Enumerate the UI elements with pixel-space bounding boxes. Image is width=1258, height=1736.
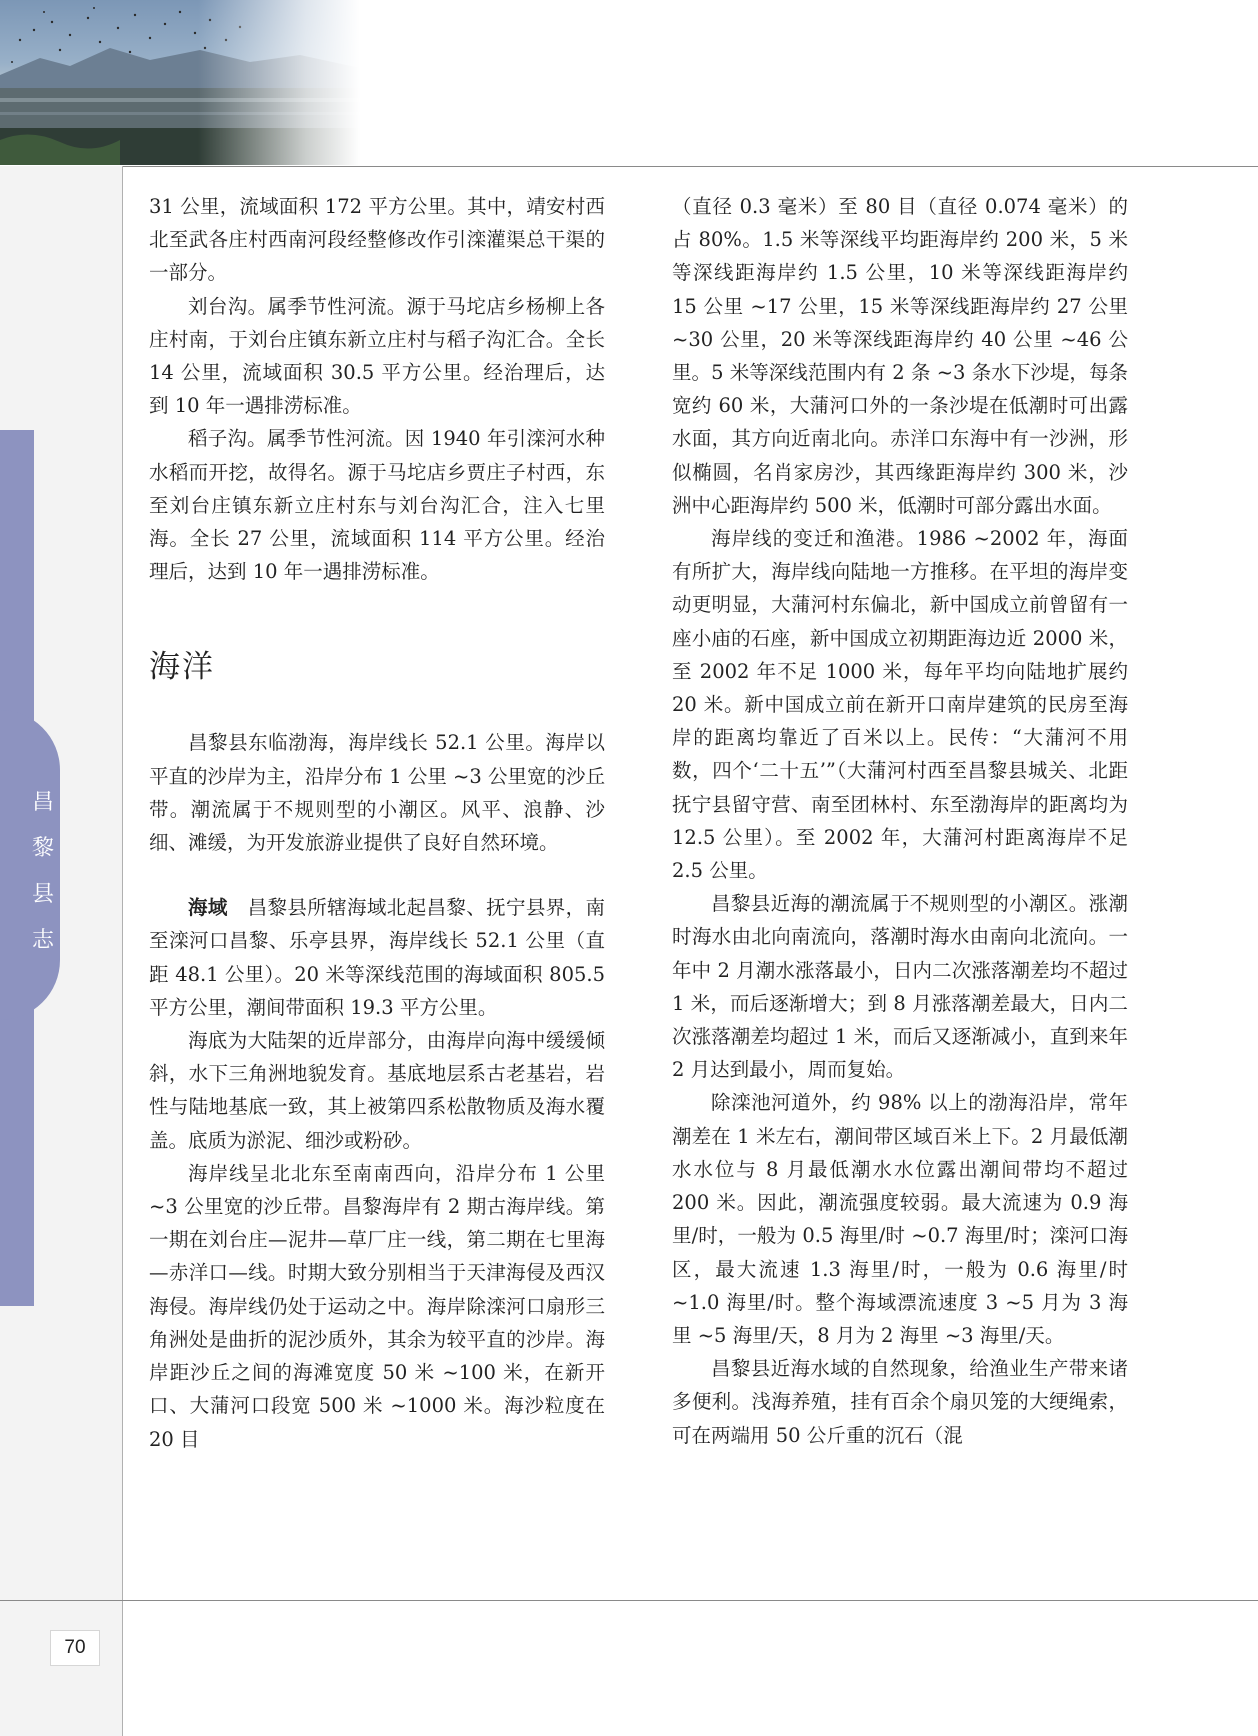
left-column (149, 190, 605, 1456)
run-in-heading: 海域 (188, 896, 228, 920)
paragraph: 海岸线的变迁和渔港。1986 ~2002 年，海面有所扩大，海岸线向陆地一方推移。在平坦的海岸变动更明显，大蒲河村东偏北，新中国成立前曾留有一座小庙的石座，新中国成立初期距海边近 2000 米，至 2002 年不足 1000 米，每年平均向陆地扩展约 20 米。新中国成立前在新开口南岸建筑的民房至海岸的距离均靠近了百米以上。民传：“大蒲河不用数，四个‘二十五’”（大蒲河村西至昌黎县城关、北距抚宁县留守营、南至团林村、东至渤海岸的距离均为 12.5 公里）。至 2002 年，大蒲河村距离海岸不足 2.5 公里。 (672, 527, 1128, 883)
book-title-vertical: 昌黎县志 (31, 790, 54, 953)
paragraph: 昌黎县近海水域的自然现象，给渔业生产带来诸多便利。浅海养殖，挂有百余个扇贝笼的大绠绳索，可在两端用 50 公斤重的沉石（混 (672, 1357, 1128, 1447)
paragraph: 昌黎县东临渤海，海岸线长 52.1 公里。海岸以平直的沙岸为主，沿岸分布 1 公里 ~3 公里宽的沙丘带。潮流属于不规则型的小潮区。风平、浪静、沙细、滩缓，为开发旅游业提供了良好自然环境。 (149, 731, 605, 855)
header-photo (0, 0, 360, 165)
right-column (672, 190, 1128, 1452)
paragraph: 31 公里，流域面积 172 平方公里。其中，靖安村西北至武各庄村西南河段经整修改作引滦灌渠总干渠的一部分。 (149, 195, 605, 285)
paragraph-text: 昌黎县所辖海域北起昌黎、抚宁县界，南至滦河口昌黎、乐亭县界，海岸线长 52.1 公里（直距 48.1 公里）。20 米等深线范围的海域面积 805.5 平方公里，潮间带面积 19.3 平方公里。 (149, 896, 605, 1019)
footer-rule (0, 1600, 1258, 1601)
section-title: 海洋 (149, 649, 215, 686)
paragraph: 海岸线呈北北东至南南西向，沿岸分布 1 公里 ~3 公里宽的沙丘带。昌黎海岸有 2 期古海岸线。第一期在刘台庄—泥井—草厂庄一线，第二期在七里海—赤洋口—线。时期大致分别相当于天津海侵及西汉海侵。海岸线仍处于运动之中。海岸除滦河口扇形三角洲处是曲折的泥沙质外，其余为较平直的沙岸。海岸距沙丘之间的海滩宽度 50 米 ~100 米，在新开口、大蒲河口段宽 500 米 ~1000 米。海沙粒度在 20 目 (149, 1161, 605, 1451)
paragraph: 除滦池河道外，约 98% 以上的渤海沿岸，常年潮差在 1 米左右，潮间带区域百米上下。2 月最低潮水水位与 8 月最低潮水水位露出潮间带均不超过 200 米。因此，潮流强度较弱。最大流速为 0.9 海里/时，一般为 0.5 海里/时 ~0.7 海里/时；滦河口海区，最大流速 1.3 海里/时，一般为 0.6 海里/时 ~1.0 海里/时。整个海域漂流速度 3 ~5 月为 3 海里 ~5 海里/天，8 月为 2 海里 ~3 海里/天。 (672, 1091, 1128, 1347)
header-rule (0, 166, 1258, 167)
paragraph-gap (149, 859, 605, 891)
page-number: 70 (50, 1630, 100, 1666)
paragraph: （直径 0.3 毫米）至 80 目（直径 0.074 毫米）的占 80%。1.5 米等深线平均距海岸约 200 米，5 米等深线距海岸约 1.5 公里，10 米等深线距海岸约 15 公里 ~17 公里，15 米等深线距海岸约 27 公里 ~30 公里，20 米等深线距海岸约 40 公里 ~46 公里。5 米等深线范围内有 2 条 ~3 条水下沙堤，每条宽约 60 米，大蒲河口外的一条沙堤在低潮时可出露水面，其方向近南北向。赤洋口东海中有一沙洲，形似椭圆，名肖家房沙，其西缘距海岸约 300 米，沙洲中心距海岸约 500 米，低潮时可部分露出水面。 (672, 195, 1128, 517)
paragraph: 海底为大陆架的近岸部分，由海岸向海中缓缓倾斜，水下三角洲地貌发育。基底地层系古老基岩，岩性与陆地基底一致，其上被第四系松散物质及海水覆盖。底质为淤泥、细沙或粉砂。 (149, 1029, 605, 1152)
photo-fade (0, 0, 360, 165)
paragraph: 稻子沟。属季节性河流。因 1940 年引滦河水种水稻而开挖，故得名。源于马坨店乡贾庄子村西，东至刘台庄镇东新立庄村东与刘台沟汇合，注入七里海。全长 27 公里，流域面积 114 平方公里。经治理后，达到 10 年一遇排涝标准。 (149, 427, 605, 584)
paragraph: 刘台沟。属季节性河流。源于马坨店乡杨柳上各庄村南，于刘台庄镇东新立庄村与稻子沟汇合。全长 14 公里，流域面积 30.5 平方公里。经治理后，达到 10 年一遇排涝标准。 (149, 294, 605, 418)
paragraph-with-heading (149, 891, 605, 1024)
paragraph: 昌黎县近海的潮流属于不规则型的小潮区。涨潮时海水由北向南流向，落潮时海水由南向北流向。一年中 2 月潮水涨落最小，日内二次涨落潮差均不超过 1 米，而后逐渐增大；到 8 月涨落潮差最大，日内二次涨落潮差均超过 1 米，而后又逐渐减小，直到来年 2 月达到最小，周而复始。 (672, 892, 1128, 1082)
